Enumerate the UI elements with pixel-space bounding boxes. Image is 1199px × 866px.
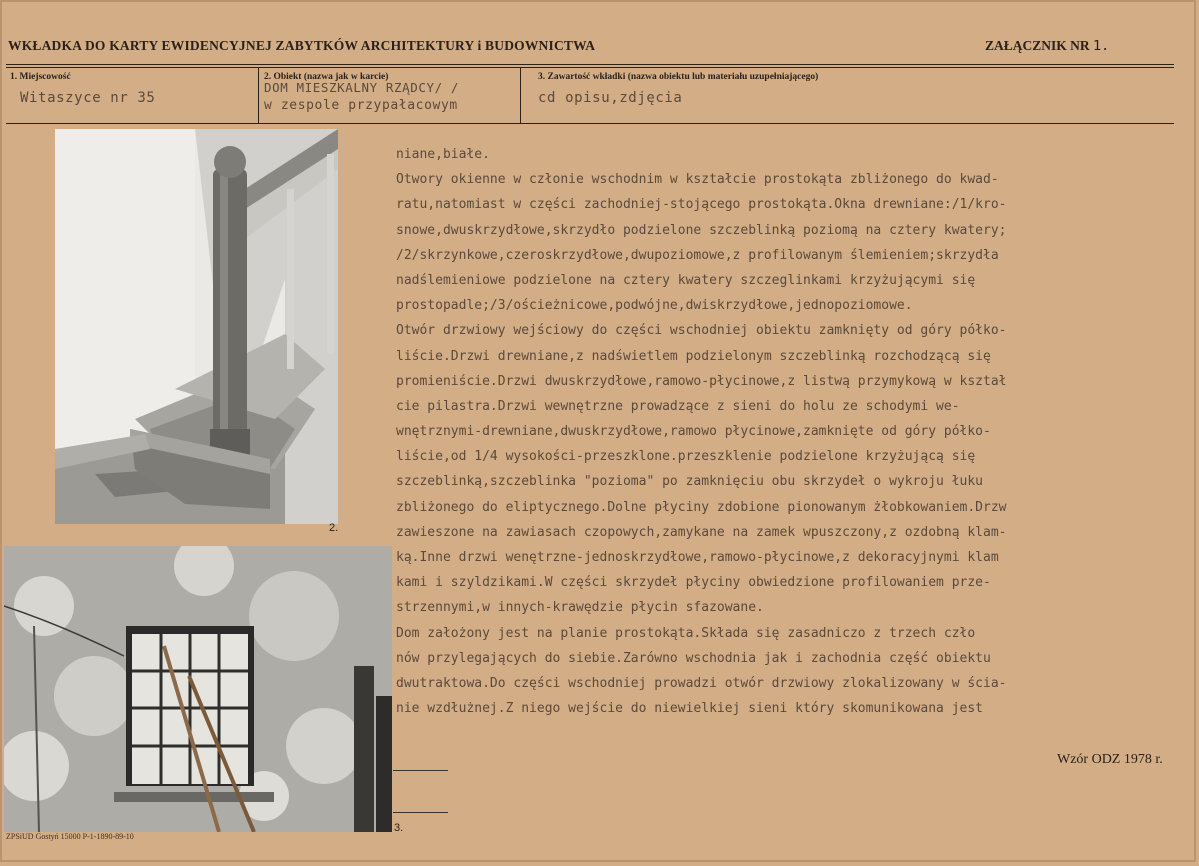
location-value: Witaszyce nr 35 bbox=[20, 90, 156, 106]
contents-value: cd opisu,zdjęcia bbox=[538, 90, 683, 106]
attachment-number-value: 1. bbox=[1093, 38, 1110, 54]
object-label: 2. Obiekt (nazwa jak w karcie) bbox=[264, 72, 389, 82]
staircase-photo-drawing bbox=[55, 129, 338, 524]
description-line: nów przylegających do siebie.Zarówno wschodnia jak i zachodnia część obiektu bbox=[396, 650, 991, 666]
description-line: prostopadle;/3/ościeżnicowe,podwójne,dwiskrzydłowe,jednopoziomowe. bbox=[396, 298, 913, 314]
description-line: nadślemieniowe podzielone na cztery kwatery szczeglinkami krzyżującymi się bbox=[396, 272, 976, 288]
description-line: kami i szyldzikami.W części skrzydeł płyciny obwiedzione profilowaniem prze- bbox=[396, 575, 991, 591]
description-line: wnętrznymi-drewniane,dwuskrzydłowe,ramowo płycinowe,zamknięte od góry półko- bbox=[396, 424, 991, 440]
photo-3-number: 3. bbox=[394, 822, 404, 834]
contents-label: 3. Zawartość wkładki (nazwa obiektu lub materiału uzupełniającego) bbox=[538, 72, 819, 82]
description-line: zawieszone na zawiasach czopowych,zamykane na zamek wpuszczony,z ozdobną klam- bbox=[396, 524, 1007, 540]
photo-2-number: 2. bbox=[329, 522, 339, 534]
rule-top bbox=[6, 64, 1174, 65]
description-line: Dom założony jest na planie prostokąta.Składa się zasadniczo z trzech czło bbox=[396, 625, 976, 641]
attachment-label: ZAŁĄCZNIK NR bbox=[985, 38, 1090, 53]
form-title: WKŁADKA DO KARTY EWIDENCYJNEJ ZABYTKÓW ARCHITEKTURY i BUDOWNICTWA bbox=[8, 38, 596, 53]
description-line: snowe,dwuskrzydłowe,skrzydło podzielone szczeblinką poziomą na cztery kwatery; bbox=[396, 222, 1007, 238]
description-line: ką.Inne drzwi wenętrzne-jednoskrzydłowe,ramowo-płycinowe,z dekoracyjnymi klam bbox=[396, 550, 999, 565]
description-line: strzennymi,w innych-krawędzie płycin sfazowane. bbox=[396, 600, 764, 616]
description-line: promieniście.Drzwi dwuskrzydłowe,ramowo-płycinowe,z listwą przymykową w kształ bbox=[396, 373, 1007, 389]
window-photo bbox=[4, 546, 392, 832]
description-line: Otwór drzwiowy wejściowy do części wschodniej obiektu zamknięty od góry półko- bbox=[396, 323, 1007, 339]
location-label: 1. Miejscowość bbox=[10, 72, 71, 82]
description-line: zbliżonego do eliptycznego.Dolne płyciny zdobione pionowanym żłobkowaniem.Drzw bbox=[396, 499, 1007, 515]
object-value-line2: w zespole przypałacowym bbox=[264, 98, 458, 113]
window-photo-drawing bbox=[4, 546, 392, 832]
description-line: szczeblinką,szczeblinka "pozioma" po zamknięciu obu skrzydeł o wykroju łuku bbox=[396, 474, 983, 490]
staircase-photo bbox=[55, 129, 338, 524]
description-text bbox=[396, 142, 1186, 721]
description-line: nie wzdłużnej.Z niego wejście do niewielkiej sieni który skomunikowana jest bbox=[396, 701, 983, 717]
description-line: ratu,natomiast w części zachodniej-stojącego prostokąta.Okna drewniane:/1/kro- bbox=[396, 197, 1007, 213]
description-line: niane,białe. bbox=[396, 147, 490, 162]
description-line: liście,od 1/4 wysokości-przeszklone.przeszklenie podzielone krzyżującą się bbox=[396, 449, 976, 465]
description-line: cie pilastra.Drzwi wewnętrzne prowadzące z sieni do holu ze schodymi we- bbox=[396, 398, 960, 414]
description-line: /2/skrzynkowe,czeroskrzydłowe,dwupoziomowe,z profilowanym ślemieniem;skrzydła bbox=[396, 247, 999, 263]
field-divider-2 bbox=[520, 67, 521, 123]
field-divider-1 bbox=[258, 67, 259, 123]
form-template-stamp: Wzór ODZ 1978 r. bbox=[1057, 752, 1163, 767]
object-value-line1: DOM MIESZKALNY RZĄDCY/ / bbox=[264, 80, 460, 95]
description-line: dwutraktowa.Do części wschodniej prowadzi otwór drzwiowy zlokalizowany w ścia- bbox=[396, 675, 1007, 691]
rule-top-inner bbox=[6, 67, 1174, 68]
description-line: Otwory okienne w członie wschodnim w kształcie prostokąta zbliżonego do kwad- bbox=[396, 172, 999, 188]
caption-line-2 bbox=[393, 812, 448, 813]
caption-line-1 bbox=[393, 770, 448, 771]
description-line: liście.Drzwi drewniane,z nadświetlem podzielonym szczeblinką rozchodzącą się bbox=[396, 348, 991, 364]
rule-fields-bottom bbox=[6, 123, 1174, 124]
attachment-number bbox=[985, 38, 1109, 54]
printer-footer: ZPSiUD Gostyń 15000 P-1-1890-89-10 bbox=[6, 832, 134, 841]
